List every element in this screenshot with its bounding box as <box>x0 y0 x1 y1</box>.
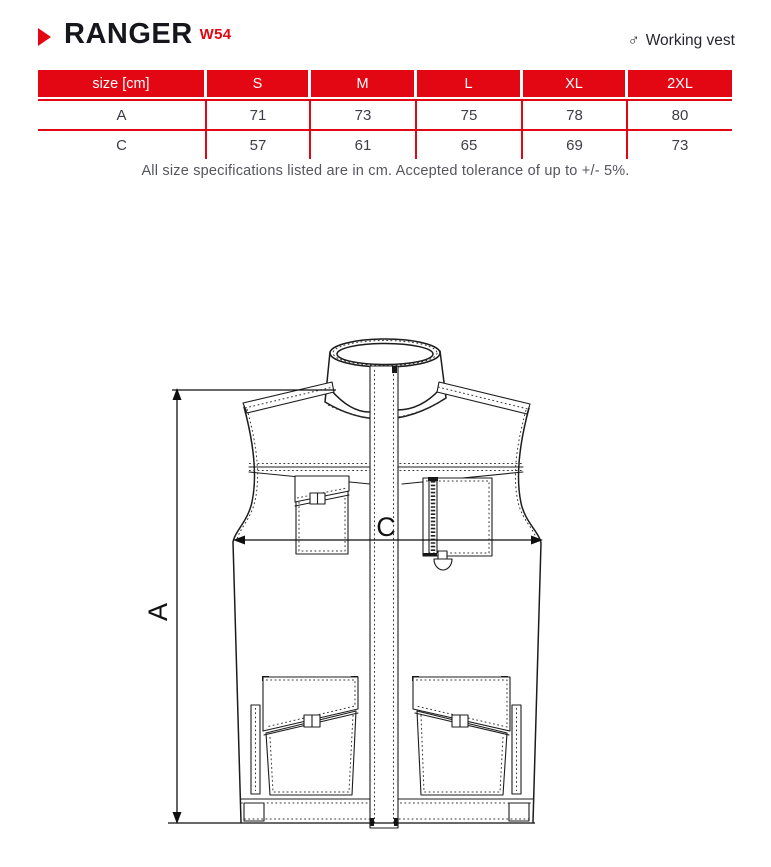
product-code: W54 <box>199 26 232 43</box>
table-cell: 80 <box>628 99 732 129</box>
dimension-c-label: C <box>376 512 396 542</box>
chest-pocket-left <box>295 476 349 554</box>
vest-technical-drawing <box>0 330 771 867</box>
column-header-l: L <box>417 70 523 99</box>
column-header-m: M <box>311 70 417 99</box>
size-table-header-row <box>38 70 732 99</box>
table-cell: 75 <box>417 99 523 129</box>
product-name: RANGER <box>64 18 193 50</box>
column-header-xl: XL <box>523 70 628 99</box>
table-row-a <box>38 99 732 129</box>
front-zipper-placket <box>370 366 398 828</box>
chest-pocket-right <box>423 477 492 570</box>
tolerance-note: All size specifications listed are in cm. Accepted tolerance of up to +/- 5%. <box>141 163 630 179</box>
dimension-c <box>233 512 543 545</box>
table-cell: 78 <box>523 99 628 129</box>
product-type-label: Working vest <box>645 32 735 49</box>
table-cell: 61 <box>311 129 417 159</box>
table-row-c <box>38 129 732 159</box>
size-table <box>38 70 732 159</box>
table-cell: 69 <box>523 129 628 159</box>
cargo-pocket-right <box>412 676 521 795</box>
table-cell: 73 <box>311 99 417 129</box>
row-label: C <box>38 129 207 159</box>
product-type <box>628 32 735 50</box>
product-brand <box>38 20 231 49</box>
table-cell: 73 <box>628 129 732 159</box>
row-label: A <box>38 99 207 129</box>
red-triangle-icon <box>38 28 51 46</box>
male-icon: ♂ <box>627 32 640 49</box>
page-header <box>38 20 735 60</box>
table-cell: 71 <box>207 99 311 129</box>
dimension-a-label: A <box>143 602 173 622</box>
table-cell: 57 <box>207 129 311 159</box>
zipper-pull <box>438 551 447 559</box>
column-header-size: size [cm] <box>38 70 207 99</box>
column-header-s: S <box>207 70 311 99</box>
cargo-pocket-left <box>251 676 358 795</box>
column-header-2xl: 2XL <box>628 70 732 99</box>
table-cell: 65 <box>417 129 523 159</box>
